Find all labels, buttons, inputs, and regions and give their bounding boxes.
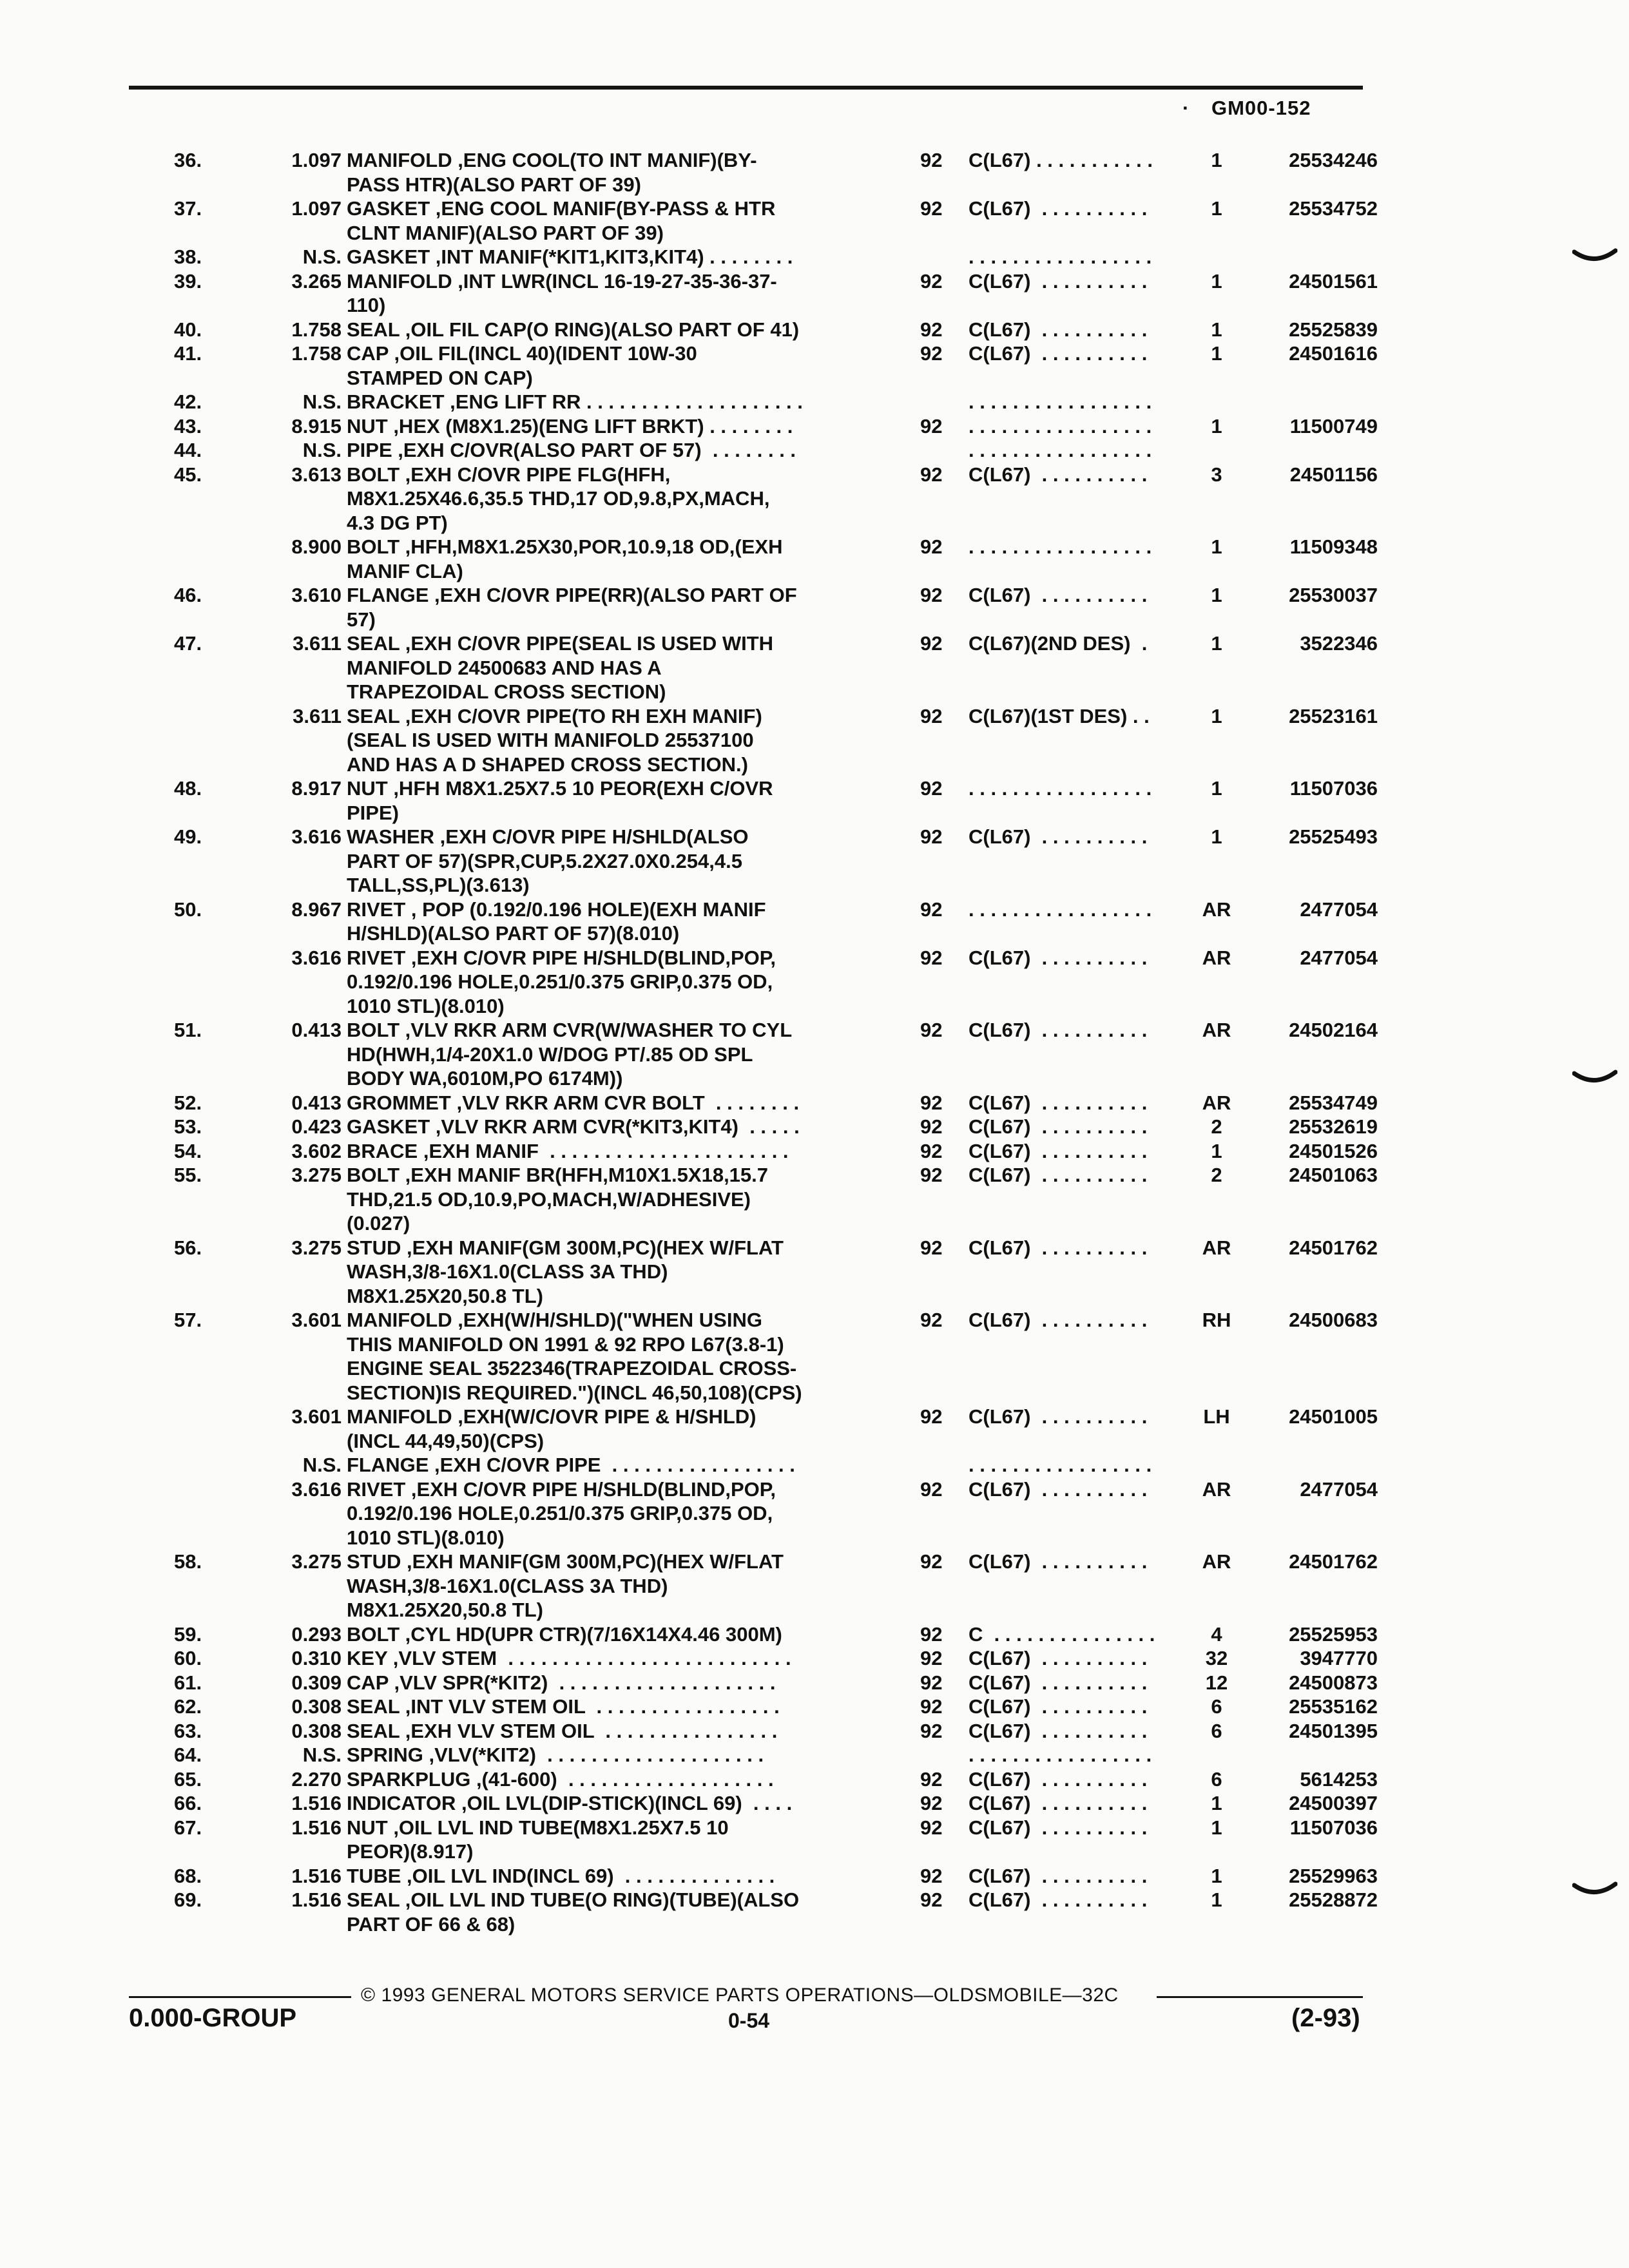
group-number: 0.308 xyxy=(291,1719,342,1742)
model-code: C(L67) . . . . . . . . . . xyxy=(969,1139,1148,1162)
item-number: 66. xyxy=(174,1792,202,1814)
group-number: 0.310 xyxy=(291,1647,342,1669)
model-year: 92 xyxy=(920,1719,943,1742)
model-year: 92 xyxy=(920,463,943,486)
quantity: 4 xyxy=(1211,1622,1222,1646)
part-number: 25529963 xyxy=(1289,1864,1378,1887)
group-number: 1.516 xyxy=(291,1864,342,1887)
part-description: GASKET ,ENG COOL MANIF(BY-PASS & HTR CLNT MANIF)(ALSO PART OF 39) xyxy=(347,197,776,244)
item-number: 63. xyxy=(174,1719,202,1742)
model-code: C(L67) . . . . . . . . . . xyxy=(969,1019,1148,1041)
part-description: SEAL ,OIL LVL IND TUBE(O RING)(TUBE)(ALSO PART OF 66 & 68) xyxy=(347,1888,800,1936)
footer-rule-left xyxy=(129,1996,351,1998)
quantity: 1 xyxy=(1211,1792,1222,1814)
model-year: 92 xyxy=(920,704,943,727)
quantity: 2 xyxy=(1211,1164,1222,1186)
model-code: C(L67)(1ST DES) . . xyxy=(969,704,1150,727)
model-year: 92 xyxy=(920,269,943,293)
item-number: 53. xyxy=(174,1115,202,1138)
part-number: 11507036 xyxy=(1289,1816,1378,1839)
model-code: C(L67) . . . . . . . . . . xyxy=(969,269,1148,293)
part-description: SPRING ,VLV(*KIT2) . . . . . . . . . . . . . . . . . . . . xyxy=(347,1744,764,1766)
model-code: C(L67) . . . . . . . . . . xyxy=(969,1816,1148,1839)
part-description: SPARKPLUG ,(41-600) . . . . . . . . . . . . . . . . . . . xyxy=(347,1767,774,1791)
part-description: MANIFOLD ,INT LWR(INCL 16-19-27-35-36-37- 110) xyxy=(347,269,777,316)
part-number: 24501156 xyxy=(1289,463,1378,486)
group-number: 3.616 xyxy=(291,825,342,848)
item-number: 64. xyxy=(174,1744,202,1766)
group-number: 1.516 xyxy=(291,1816,342,1839)
model-year: 92 xyxy=(920,535,943,558)
part-description: NUT ,OIL LVL IND TUBE(M8X1.25X7.5 10 PEOR)(8.917) xyxy=(347,1816,729,1863)
quantity: AR xyxy=(1202,1091,1231,1114)
item-number: 61. xyxy=(174,1671,202,1694)
group-number: 3.265 xyxy=(291,269,342,293)
item-number: 37. xyxy=(174,197,202,220)
quantity: 1 xyxy=(1211,777,1222,800)
group-number: 3.601 xyxy=(291,1309,342,1331)
model-code: C(L67) . . . . . . . . . . xyxy=(969,1550,1148,1573)
quantity: AR xyxy=(1202,1550,1231,1573)
model-code: C(L67) . . . . . . . . . . xyxy=(969,1719,1148,1742)
quantity: AR xyxy=(1202,898,1231,921)
model-code: C(L67) . . . . . . . . . . xyxy=(969,825,1148,848)
group-number: 8.900 xyxy=(291,535,342,558)
quantity: 2 xyxy=(1211,1115,1222,1138)
model-code: C(L67) . . . . . . . . . . xyxy=(969,342,1148,365)
quantity: AR xyxy=(1202,1236,1231,1259)
model-year: 92 xyxy=(920,1139,943,1162)
model-code: C(L67) . . . . . . . . . . xyxy=(969,1115,1148,1138)
part-number: 5614253 xyxy=(1300,1767,1378,1791)
item-number: 60. xyxy=(174,1647,202,1669)
model-code: C(L67) . . . . . . . . . . xyxy=(969,1405,1148,1428)
model-year: 92 xyxy=(920,342,943,365)
model-code: C(L67) . . . . . . . . . . xyxy=(969,318,1148,341)
model-code: . . . . . . . . . . . . . . . . . xyxy=(969,1744,1152,1766)
model-code: . . . . . . . . . . . . . . . . . xyxy=(969,414,1152,437)
part-number: 24501616 xyxy=(1289,342,1378,365)
model-year: 92 xyxy=(920,1792,943,1814)
group-number: 0.423 xyxy=(291,1115,342,1138)
part-number: 11507036 xyxy=(1289,777,1378,800)
part-description: STUD ,EXH MANIF(GM 300M,PC)(HEX W/FLAT WASH,3/8-16X1.0(CLASS 3A THD) M8X1.25X20,50.8 TL) xyxy=(347,1550,784,1621)
page-number: 0-54 xyxy=(728,2009,770,2032)
model-year: 92 xyxy=(920,1405,943,1428)
quantity: 1 xyxy=(1211,704,1222,727)
model-year: 92 xyxy=(920,1864,943,1887)
group-number: 3.275 xyxy=(291,1236,342,1259)
group-number: N.S. xyxy=(302,245,342,268)
part-number: 25530037 xyxy=(1289,584,1378,606)
model-code: C(L67) . . . . . . . . . . xyxy=(969,197,1148,220)
model-code: . . . . . . . . . . . . . . . . . xyxy=(969,439,1152,461)
group-number: 8.917 xyxy=(291,777,342,800)
model-year: 92 xyxy=(920,414,943,437)
group-number: 3.602 xyxy=(291,1139,342,1162)
group-number: 8.967 xyxy=(291,898,342,921)
item-number: 47. xyxy=(174,632,202,655)
item-number: 42. xyxy=(174,390,202,413)
item-number: 36. xyxy=(174,149,202,171)
group-number: N.S. xyxy=(302,390,342,413)
item-number: 55. xyxy=(174,1164,202,1186)
part-description: BOLT ,VLV RKR ARM CVR(W/WASHER TO CYL HD(HWH,1/4-20X1.0 W/DOG PT/.85 OD SPL BODY WA,6010M,PO 6174M)) xyxy=(347,1019,793,1090)
quantity: 1 xyxy=(1211,269,1222,293)
model-code: C(L67) . . . . . . . . . . xyxy=(969,1671,1148,1694)
part-number: 24501762 xyxy=(1289,1550,1378,1573)
part-description: KEY ,VLV STEM . . . . . . . . . . . . . . . . . . . . . . . . . . xyxy=(347,1647,791,1669)
part-description: SEAL ,EXH C/OVR PIPE(SEAL IS USED WITH MANIFOLD 24500683 AND HAS A TRAPEZOIDAL CROSS SECTION) xyxy=(347,632,774,703)
model-code: C(L67) . . . . . . . . . . xyxy=(969,463,1148,486)
part-number: 2477054 xyxy=(1300,898,1378,921)
group-number: 3.611 xyxy=(293,632,342,655)
model-year: 92 xyxy=(920,1671,943,1694)
quantity: 1 xyxy=(1211,342,1222,365)
part-description: SEAL ,INT VLV STEM OIL . . . . . . . . . . . . . . . . . xyxy=(347,1695,780,1718)
part-number: 25525839 xyxy=(1289,318,1378,341)
model-code: C(L67) . . . . . . . . . . xyxy=(969,1647,1148,1669)
model-year: 92 xyxy=(920,632,943,655)
part-number: 3522346 xyxy=(1300,632,1378,655)
part-description: FLANGE ,EXH C/OVR PIPE(RR)(ALSO PART OF 57) xyxy=(347,584,797,631)
part-description: BOLT ,EXH C/OVR PIPE FLG(HFH, M8X1.25X46.6,35.5 THD,17 OD,9.8,PX,MACH, 4.3 DG PT) xyxy=(347,463,770,534)
part-description: BOLT ,HFH,M8X1.25X30,POR,10.9,18 OD,(EXH MANIF CLA) xyxy=(347,535,783,582)
part-description: RIVET ,EXH C/OVR PIPE H/SHLD(BLIND,POP, 0.192/0.196 HOLE,0.251/0.375 GRIP,0.375 OD, 1010 STL)(8.010) xyxy=(347,1477,776,1549)
top-rule xyxy=(129,86,1363,90)
model-year: 92 xyxy=(920,1647,943,1669)
model-year: 92 xyxy=(920,197,943,220)
part-number: 24501395 xyxy=(1289,1719,1378,1742)
binder-hole-mark xyxy=(1572,248,1617,271)
quantity: 1 xyxy=(1211,414,1222,437)
part-number: 24500397 xyxy=(1289,1792,1378,1814)
part-description: BOLT ,EXH MANIF BR(HFH,M10X1.5X18,15.7 THD,21.5 OD,10.9,PO,MACH,W/ADHESIVE) (0.027) xyxy=(347,1164,769,1235)
part-number: 11509348 xyxy=(1289,535,1378,558)
part-description: NUT ,HFH M8X1.25X7.5 10 PEOR(EXH C/OVR PIPE) xyxy=(347,777,773,824)
part-description: GROMMET ,VLV RKR ARM CVR BOLT . . . . . . . . xyxy=(347,1091,800,1114)
item-number: 43. xyxy=(174,414,202,437)
group-number: 3.611 xyxy=(293,704,342,727)
group-number: 1.758 xyxy=(291,318,342,341)
quantity: AR xyxy=(1202,1477,1231,1501)
group-number: 1.097 xyxy=(291,149,342,171)
group-number: 0.309 xyxy=(291,1671,342,1694)
document-id xyxy=(1182,97,1311,120)
part-number: 24501005 xyxy=(1289,1405,1378,1428)
part-description: MANIFOLD ,EXH(W/H/SHLD)("WHEN USING THIS MANIFOLD ON 1991 & 92 RPO L67(3.8-1) ENGINE SEAL 3522346(TRAPEZOIDAL CROSS- SECTION)IS REQUIRED.")(INCL 46,50,108)(CPS) xyxy=(347,1309,802,1404)
model-code: . . . . . . . . . . . . . . . . . xyxy=(969,777,1152,800)
quantity: 6 xyxy=(1211,1767,1222,1791)
quantity: 6 xyxy=(1211,1719,1222,1742)
header-bullet: · xyxy=(1182,97,1190,119)
item-number: 50. xyxy=(174,898,202,921)
item-number: 41. xyxy=(174,342,202,365)
copyright-notice: © 1993 GENERAL MOTORS SERVICE PARTS OPERATIONS—OLDSMOBILE—32C xyxy=(361,1984,1119,2006)
quantity: 1 xyxy=(1211,535,1222,558)
part-number: 24501526 xyxy=(1289,1139,1378,1162)
item-number: 65. xyxy=(174,1767,202,1791)
part-description: TUBE ,OIL LVL IND(INCL 69) . . . . . . . . . . . . . . xyxy=(347,1864,775,1887)
quantity: 1 xyxy=(1211,149,1222,171)
part-number: 2477054 xyxy=(1300,946,1378,969)
model-code: C(L67) . . . . . . . . . . xyxy=(969,1792,1148,1814)
group-number: 3.275 xyxy=(291,1164,342,1186)
model-year: 92 xyxy=(920,149,943,171)
item-number: 49. xyxy=(174,825,202,848)
model-code: C(L67) . . . . . . . . . . xyxy=(969,1695,1148,1718)
part-number: 25534749 xyxy=(1289,1091,1378,1114)
item-number: 38. xyxy=(174,245,202,268)
model-year: 92 xyxy=(920,777,943,800)
group-number: 3.601 xyxy=(291,1405,342,1428)
quantity: LH xyxy=(1203,1405,1230,1428)
group-number: N.S. xyxy=(302,1744,342,1766)
model-year: 92 xyxy=(920,1888,943,1911)
group-number: 3.616 xyxy=(291,1477,342,1501)
quantity: 1 xyxy=(1211,632,1222,655)
model-code: C(L67) . . . . . . . . . . xyxy=(969,1864,1148,1887)
model-code: C(L67) . . . . . . . . . . xyxy=(969,1309,1148,1331)
model-year: 92 xyxy=(920,1091,943,1114)
model-code: . . . . . . . . . . . . . . . . . xyxy=(969,390,1152,413)
quantity: 1 xyxy=(1211,1864,1222,1887)
group-number: 1.516 xyxy=(291,1888,342,1911)
part-description: CAP ,OIL FIL(INCL 40)(IDENT 10W-30 STAMPED ON CAP) xyxy=(347,342,697,389)
model-year: 92 xyxy=(920,1816,943,1839)
item-number: 45. xyxy=(174,463,202,486)
part-description: GASKET ,VLV RKR ARM CVR(*KIT3,KIT4) . . . . . xyxy=(347,1115,800,1138)
part-number: 24501762 xyxy=(1289,1236,1378,1259)
model-code: C(L67) . . . . . . . . . . xyxy=(969,584,1148,606)
model-year: 92 xyxy=(920,1164,943,1186)
item-number: 44. xyxy=(174,439,202,461)
model-code: C . . . . . . . . . . . . . . . xyxy=(969,1622,1155,1646)
part-number: 3947770 xyxy=(1300,1647,1378,1669)
quantity: 6 xyxy=(1211,1695,1222,1718)
group-number: 1.758 xyxy=(291,342,342,365)
item-number: 40. xyxy=(174,318,202,341)
quantity: 12 xyxy=(1205,1671,1228,1694)
group-number: 3.275 xyxy=(291,1550,342,1573)
item-number: 52. xyxy=(174,1091,202,1114)
quantity: 1 xyxy=(1211,197,1222,220)
part-description: MANIFOLD ,ENG COOL(TO INT MANIF)(BY- PASS HTR)(ALSO PART OF 39) xyxy=(347,149,757,196)
item-number: 68. xyxy=(174,1864,202,1887)
binder-hole-mark xyxy=(1572,1881,1617,1905)
model-year: 92 xyxy=(920,1115,943,1138)
group-number: 3.610 xyxy=(291,584,342,606)
part-number: 25534752 xyxy=(1289,197,1378,220)
quantity: 3 xyxy=(1211,463,1222,486)
part-description: RIVET ,EXH C/OVR PIPE H/SHLD(BLIND,POP, 0.192/0.196 HOLE,0.251/0.375 GRIP,0.375 OD, 1010 STL)(8.010) xyxy=(347,946,776,1017)
model-year: 92 xyxy=(920,318,943,341)
item-number: 39. xyxy=(174,269,202,293)
model-year: 92 xyxy=(920,1019,943,1041)
model-year: 92 xyxy=(920,898,943,921)
document-id-text: GM00-152 xyxy=(1211,97,1311,119)
model-code: C(L67) . . . . . . . . . . xyxy=(969,1236,1148,1259)
quantity: AR xyxy=(1202,946,1231,969)
model-year: 92 xyxy=(920,825,943,848)
item-number: 56. xyxy=(174,1236,202,1259)
quantity: AR xyxy=(1202,1019,1231,1041)
part-description: BOLT ,CYL HD(UPR CTR)(7/16X14X4.46 300M) xyxy=(347,1622,782,1646)
part-description: SEAL ,EXH C/OVR PIPE(TO RH EXH MANIF) (SEAL IS USED WITH MANIFOLD 25537100 AND HAS A D SHAPED CROSS SECTION.) xyxy=(347,704,762,776)
group-number: 0.413 xyxy=(291,1091,342,1114)
item-number: 54. xyxy=(174,1139,202,1162)
model-code: . . . . . . . . . . . . . . . . . xyxy=(969,535,1152,558)
quantity: 1 xyxy=(1211,1888,1222,1911)
model-code: C(L67) . . . . . . . . . . xyxy=(969,1091,1148,1114)
part-description: BRACKET ,ENG LIFT RR . . . . . . . . . . . . . . . . . . . . xyxy=(347,390,803,413)
model-year: 92 xyxy=(920,946,943,969)
group-number: 2.270 xyxy=(291,1767,342,1791)
quantity: 1 xyxy=(1211,318,1222,341)
model-code: . . . . . . . . . . . . . . . . . xyxy=(969,245,1152,268)
part-description: WASHER ,EXH C/OVR PIPE H/SHLD(ALSO PART OF 57)(SPR,CUP,5.2X27.0X0.254,4.5 TALL,SS,PL)(3.613) xyxy=(347,825,749,896)
part-description: GASKET ,INT MANIF(*KIT1,KIT3,KIT4) . . . . . . . . xyxy=(347,245,793,268)
binder-hole-mark xyxy=(1572,1070,1617,1093)
item-number: 67. xyxy=(174,1816,202,1839)
part-description: FLANGE ,EXH C/OVR PIPE . . . . . . . . . . . . . . . . . xyxy=(347,1454,795,1476)
model-year: 92 xyxy=(920,584,943,606)
quantity: 1 xyxy=(1211,1816,1222,1839)
part-number: 25525953 xyxy=(1289,1622,1378,1646)
group-number: 1.097 xyxy=(291,197,342,220)
part-description: NUT ,HEX (M8X1.25)(ENG LIFT BRKT) . . . . . . . . xyxy=(347,414,793,437)
quantity: RH xyxy=(1202,1309,1231,1331)
model-code: C(L67) . . . . . . . . . . xyxy=(969,1164,1148,1186)
item-number: 69. xyxy=(174,1888,202,1911)
part-number: 24501063 xyxy=(1289,1164,1378,1186)
quantity: 1 xyxy=(1211,825,1222,848)
footer-rule-right xyxy=(1157,1996,1363,1998)
model-year: 92 xyxy=(920,1695,943,1718)
item-number: 58. xyxy=(174,1550,202,1573)
part-number: 11500749 xyxy=(1289,414,1378,437)
model-year: 92 xyxy=(920,1236,943,1259)
part-description: RIVET , POP (0.192/0.196 HOLE)(EXH MANIF H/SHLD)(ALSO PART OF 57)(8.010) xyxy=(347,898,766,945)
item-number: 51. xyxy=(174,1019,202,1041)
model-year: 92 xyxy=(920,1767,943,1791)
item-number: 57. xyxy=(174,1309,202,1331)
group-number: 0.293 xyxy=(291,1622,342,1646)
model-code: C(L67) . . . . . . . . . . . xyxy=(969,149,1153,171)
item-number: 62. xyxy=(174,1695,202,1718)
model-code: C(L67)(2ND DES) . xyxy=(969,632,1148,655)
item-number: 59. xyxy=(174,1622,202,1646)
model-year: 92 xyxy=(920,1477,943,1501)
part-description: INDICATOR ,OIL LVL(DIP-STICK)(INCL 69) . . . . xyxy=(347,1792,793,1814)
item-number: 48. xyxy=(174,777,202,800)
group-number: 1.516 xyxy=(291,1792,342,1814)
group-number: 0.308 xyxy=(291,1695,342,1718)
model-code: . . . . . . . . . . . . . . . . . xyxy=(969,898,1152,921)
quantity: 1 xyxy=(1211,584,1222,606)
quantity: 1 xyxy=(1211,1139,1222,1162)
part-description: BRACE ,EXH MANIF . . . . . . . . . . . . . . . . . . . . . . xyxy=(347,1139,789,1162)
part-description: MANIFOLD ,EXH(W/C/OVR PIPE & H/SHLD) (INCL 44,49,50)(CPS) xyxy=(347,1405,757,1452)
model-year: 92 xyxy=(920,1622,943,1646)
model-code: C(L67) . . . . . . . . . . xyxy=(969,1767,1148,1791)
group-number: N.S. xyxy=(302,439,342,461)
group-number: 0.413 xyxy=(291,1019,342,1041)
part-number: 25534246 xyxy=(1289,149,1378,171)
item-number: 46. xyxy=(174,584,202,606)
model-code: . . . . . . . . . . . . . . . . . xyxy=(969,1454,1152,1476)
model-code: C(L67) . . . . . . . . . . xyxy=(969,946,1148,969)
group-number: 3.616 xyxy=(291,946,342,969)
part-number: 25525493 xyxy=(1289,825,1378,848)
model-year: 92 xyxy=(920,1309,943,1331)
part-description: PIPE ,EXH C/OVR(ALSO PART OF 57) . . . . . . . . xyxy=(347,439,796,461)
part-number: 24502164 xyxy=(1289,1019,1378,1041)
part-number: 25528872 xyxy=(1289,1888,1378,1911)
part-description: CAP ,VLV SPR(*KIT2) . . . . . . . . . . . . . . . . . . . . xyxy=(347,1671,776,1694)
part-number: 24500873 xyxy=(1289,1671,1378,1694)
quantity: 32 xyxy=(1205,1647,1228,1669)
part-description: STUD ,EXH MANIF(GM 300M,PC)(HEX W/FLAT WASH,3/8-16X1.0(CLASS 3A THD) M8X1.25X20,50.8 TL) xyxy=(347,1236,784,1307)
part-number: 2477054 xyxy=(1300,1477,1378,1501)
date-code: (2-93) xyxy=(1291,2004,1360,2032)
group-number: 8.915 xyxy=(291,414,342,437)
part-description: SEAL ,EXH VLV STEM OIL . . . . . . . . . . . . . . . . xyxy=(347,1719,778,1742)
model-year: 92 xyxy=(920,1550,943,1573)
part-number: 25532619 xyxy=(1289,1115,1378,1138)
part-number: 25523161 xyxy=(1289,704,1378,727)
part-number: 24500683 xyxy=(1289,1309,1378,1331)
group-label: 0.000-GROUP xyxy=(129,2004,297,2032)
group-number: 3.613 xyxy=(291,463,342,486)
model-code: C(L67) . . . . . . . . . . xyxy=(969,1477,1148,1501)
part-number: 24501561 xyxy=(1289,269,1378,293)
model-code: C(L67) . . . . . . . . . . xyxy=(969,1888,1148,1911)
part-description: SEAL ,OIL FIL CAP(O RING)(ALSO PART OF 41) xyxy=(347,318,800,341)
group-number: N.S. xyxy=(302,1454,342,1476)
part-number: 25535162 xyxy=(1289,1695,1378,1718)
